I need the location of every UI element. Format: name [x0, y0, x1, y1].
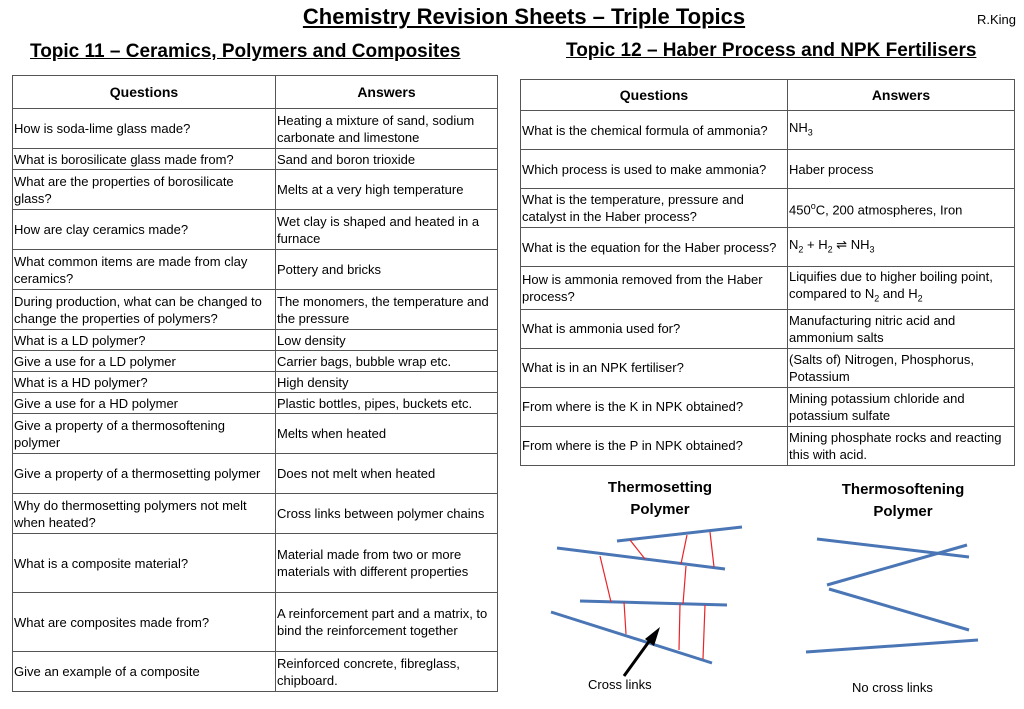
answer-cell: Melts when heated — [276, 414, 498, 454]
equation-text: + H — [803, 236, 828, 252]
answer-cell: Wet clay is shaped and heated in a furnace — [276, 210, 498, 250]
answer-cell: Sand and boron trioxide — [276, 149, 498, 170]
question-cell: How are clay ceramics made? — [13, 210, 276, 250]
polymer-chain — [557, 548, 725, 569]
question-cell: What are composites made from? — [13, 593, 276, 652]
question-cell: What are the properties of borosilicate glass? — [13, 170, 276, 210]
answer-cell: Does not melt when heated — [276, 454, 498, 494]
subscript: 2 — [827, 244, 833, 255]
answer-cell: Mining potassium chloride and potassium sulfate — [788, 387, 1015, 426]
question-cell: What is a LD polymer? — [13, 330, 276, 351]
subscript: 3 — [869, 244, 875, 255]
caption-line: Polymer — [630, 501, 690, 518]
thermosoftening-diagram — [806, 539, 978, 652]
answer-cell: Mining phosphate rocks and reacting this with acid. — [788, 426, 1015, 465]
answer-cell: Haber process — [788, 150, 1015, 189]
answer-cell: Low density — [276, 330, 498, 351]
question-cell: During production, what can be changed to change the properties of polymers? — [13, 290, 276, 330]
answer-cell: Pottery and bricks — [276, 250, 498, 290]
cross-link — [600, 556, 611, 602]
question-cell: What is borosilicate glass made from? — [13, 149, 276, 170]
answer-cell: Cross links between polymer chains — [276, 494, 498, 534]
polymer-chain — [829, 589, 969, 630]
caption-line: Polymer — [873, 503, 933, 520]
answer-text: 450 — [789, 202, 811, 218]
superscript: o — [810, 200, 816, 211]
answer-text: Liquifies due to higher boiling point, compared to N — [789, 269, 993, 301]
cross-link — [679, 604, 680, 650]
answer-text: C, 200 atmospheres, Iron — [815, 202, 963, 218]
no-cross-links-label: No cross links — [852, 680, 933, 695]
answer-cell: Material made from two or more materials with different properties — [276, 534, 498, 593]
column-header-questions: Questions — [13, 76, 276, 109]
polymer-chain — [806, 640, 978, 652]
polymer-chain — [580, 601, 727, 605]
question-cell: How is ammonia removed from the Haber process? — [521, 267, 788, 310]
polymer-chain — [827, 545, 967, 585]
column-header-answers: Answers — [276, 76, 498, 109]
answer-cell: High density — [276, 372, 498, 393]
equation-text: N — [789, 236, 799, 252]
polymer-chain — [617, 527, 742, 541]
question-cell: Give a use for a HD polymer — [13, 393, 276, 414]
question-cell: From where is the P in NPK obtained? — [521, 426, 788, 465]
question-cell: Give an example of a composite — [13, 652, 276, 692]
page-title: Chemistry Revision Sheets – Triple Topics — [302, 4, 746, 29]
cross-link — [683, 566, 686, 604]
answer-cell: Carrier bags, bubble wrap etc. — [276, 351, 498, 372]
question-cell: What common items are made from clay ceramics? — [13, 250, 276, 290]
question-cell: Which process is used to make ammonia? — [521, 150, 788, 189]
thermosetting-diagram — [551, 527, 742, 676]
question-cell: Give a property of a thermosetting polymer — [13, 454, 276, 494]
cross-link — [624, 602, 626, 634]
answer-cell: Heating a mixture of sand, sodium carbonate and limestone — [276, 109, 498, 149]
answer-cell: (Salts of) Nitrogen, Phosphorus, Potassium — [788, 348, 1015, 387]
answer-text: and H — [879, 286, 918, 301]
subscript: 2 — [874, 293, 880, 304]
question-cell: How is soda-lime glass made? — [13, 109, 276, 149]
column-header-answers: Answers — [788, 80, 1015, 111]
question-cell: Why do thermosetting polymers not melt when heated? — [13, 494, 276, 534]
answer-cell: Manufacturing nitric acid and ammonium salts — [788, 309, 1015, 348]
question-cell: What is the chemical formula of ammonia? — [521, 111, 788, 150]
answer-cell: Plastic bottles, pipes, buckets etc. — [276, 393, 498, 414]
answer-cell: Reinforced concrete, fibreglass, chipboard. — [276, 652, 498, 692]
question-cell: What is a HD polymer? — [13, 372, 276, 393]
caption-line: Thermosoftening — [841, 481, 965, 498]
topic-12-heading: Topic 12 – Haber Process and NPK Fertilisers — [566, 40, 977, 61]
cross-links-label: Cross links — [588, 677, 652, 692]
cross-link — [681, 535, 687, 564]
answer-cell: Melts at a very high temperature — [276, 170, 498, 210]
question-cell: Give a property of a thermosoftening polymer — [13, 414, 276, 454]
question-cell: Give a use for a LD polymer — [13, 351, 276, 372]
polymer-chain — [551, 612, 712, 663]
answer-cell: A reinforcement part and a matrix, to bind the reinforcement together — [276, 593, 498, 652]
cross-link — [703, 605, 705, 659]
cross-links-arrow — [624, 636, 653, 676]
question-cell: What is the equation for the Haber process? — [521, 228, 788, 267]
formula-text: NH — [789, 119, 808, 135]
subscript: 3 — [807, 127, 813, 138]
column-header-questions: Questions — [521, 80, 788, 111]
question-cell: What is in an NPK fertiliser? — [521, 348, 788, 387]
author-label: R.King — [977, 12, 1017, 27]
question-cell: From where is the K in NPK obtained? — [521, 387, 788, 426]
polymer-chain — [817, 539, 969, 557]
answer-cell: The monomers, the temperature and the pressure — [276, 290, 498, 330]
subscript: 2 — [798, 244, 804, 255]
subscript: 2 — [917, 293, 923, 304]
question-cell: What is a composite material? — [13, 534, 276, 593]
topic-11-heading: Topic 11 – Ceramics, Polymers and Composites — [30, 41, 461, 62]
question-cell: What is ammonia used for? — [521, 309, 788, 348]
cross-link — [710, 532, 714, 567]
question-cell: What is the temperature, pressure and catalyst in the Haber process? — [521, 189, 788, 228]
caption-line: Thermosetting — [607, 479, 713, 496]
equation-text: ⇌ NH — [832, 236, 870, 252]
